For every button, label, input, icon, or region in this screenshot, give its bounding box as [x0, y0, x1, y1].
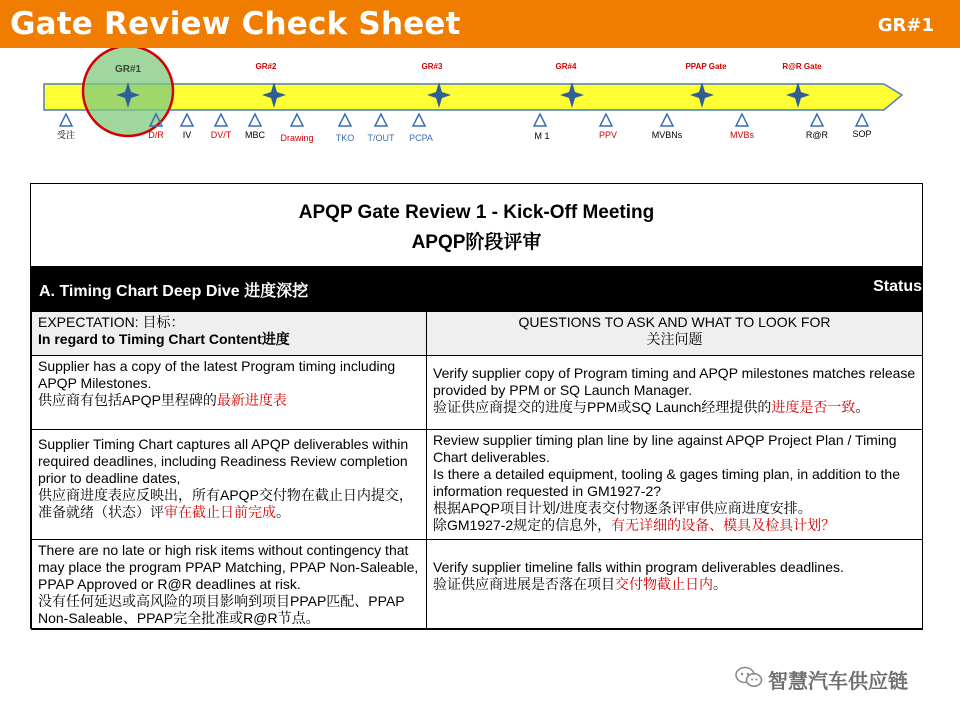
gate-label-gr3: GR#3: [421, 62, 443, 71]
triangle-icon: [413, 114, 425, 126]
expectation-label: EXPECTATION: 目标：: [38, 314, 185, 330]
question-cell: [427, 540, 923, 630]
triangle-icon: [215, 114, 227, 126]
question-text-en: Verify supplier timeline falls within program deliverables deadlines.: [433, 559, 844, 575]
review-sheet: [30, 183, 923, 629]
milestone-label: PPV: [598, 130, 618, 140]
question-text-en: Review supplier timing plan line by line against APQP Project Plan / Timing Chart deliverables.: [433, 432, 897, 465]
expectation-cell: [32, 430, 427, 540]
section-label: A. Timing Chart Deep Dive 进度深挖: [39, 283, 309, 300]
triangle-icon: [339, 114, 351, 126]
table-row: [32, 540, 923, 630]
milestone-label: Drawing: [280, 133, 314, 143]
milestone-label: DV/T: [210, 130, 232, 140]
milestone-label: TKO: [335, 133, 355, 143]
gate-label-ppap: PPAP Gate: [685, 62, 727, 71]
page-title: Gate Review Check Sheet: [10, 6, 461, 42]
gate-label-gr1: GR#1: [114, 64, 142, 75]
question-text-cn: 根据APQP项目计划/进度表交付物逐条评审供应商进度安排。: [433, 500, 812, 516]
triangle-icon: [736, 114, 748, 126]
milestone-label: R@R: [805, 130, 829, 140]
question-text-cn: 验证供应商提交的进度与PPM或SQ Launch经理提供的进度是否一致。: [433, 399, 870, 415]
gate-code: GR#1: [877, 15, 934, 36]
watermark-text: 智慧汽车供应链: [768, 671, 908, 693]
triangle-icon: [181, 114, 193, 126]
triangle-icon: [534, 114, 546, 126]
checklist-table: [31, 311, 923, 630]
questions-label-en: QUESTIONS TO ASK AND WHAT TO LOOK FOR: [518, 314, 831, 330]
question-cell: [427, 430, 923, 540]
triangle-icon: [856, 114, 868, 126]
milestone-label: D/R: [148, 130, 164, 140]
milestone-label: PCPA: [409, 133, 433, 143]
table-header-row: [32, 312, 923, 356]
question-text-en: Is there a detailed equipment, tooling & gages timing plan, in addition to the information requested in GM1927-2?: [433, 466, 900, 499]
table-row: [32, 356, 923, 430]
sheet-title-cn: APQP阶段评审: [411, 232, 542, 253]
gate-label-rar: R@R Gate: [782, 62, 822, 71]
expectation-cell: [32, 540, 427, 630]
expectation-text-en: There are no late or high risk items without contingency that may place the program PPAP Matching, PPAP Non-Saleable, PPAP Approved or R@R deadlines at risk.: [38, 542, 419, 592]
milestone-label: MVBs: [729, 130, 755, 140]
expectation-text-cn: 没有任何延迟或高风险的项目影响到项目PPAP匹配、PPAP Non-Saleable、PPAP完全批准或R@R节点。: [38, 593, 405, 626]
sheet-title-en: APQP Gate Review 1 - Kick-Off Meeting: [298, 202, 655, 223]
question-text-cn: 验证供应商进展是否落在项目交付物截止日内。: [433, 576, 727, 592]
expectation-text-en: Supplier has a copy of the latest Program timing including APQP Milestones.: [38, 358, 396, 391]
expectation-cell: [32, 356, 427, 430]
expectation-text-en: Supplier Timing Chart captures all APQP deliverables within required deadlines, including Readiness Review completion prior to deadline dates,: [38, 436, 409, 486]
milestone-label: IV: [182, 130, 192, 140]
sheet-title-block: [31, 184, 922, 266]
triangle-icon: [375, 114, 387, 126]
triangle-icon: [600, 114, 612, 126]
triangle-icon: [60, 114, 72, 126]
section-header: [31, 266, 922, 311]
triangle-icon: [811, 114, 823, 126]
milestone-label: MBC: [245, 130, 265, 140]
status-label: Status: [873, 278, 922, 295]
milestone-label: MVBNs: [651, 130, 683, 140]
timeline-diagram: [0, 48, 960, 148]
questions-label-cn: 关注问题: [646, 331, 703, 347]
milestone-label: M 1: [534, 131, 550, 141]
question-text-en: Verify supplier copy of Program timing and APQP milestones matches release provided by PPM or SQ Launch Manager.: [433, 365, 916, 398]
triangle-icon: [249, 114, 261, 126]
expectation-subject: In regard to Timing Chart Content进度: [38, 331, 290, 347]
table-row: [32, 430, 923, 540]
milestone-markers: [60, 114, 868, 126]
header-bar: [0, 0, 960, 48]
question-text-cn: 除GM1927-2规定的信息外，有无详细的设备、模具及检具计划？: [433, 517, 836, 533]
gate-label-gr2: GR#2: [255, 62, 277, 71]
milestone-label: SOP: [852, 129, 872, 139]
questions-header: [427, 312, 923, 356]
expectation-text-cn: 供应商有包括APQP里程碑的最新进度表: [38, 392, 287, 408]
wechat-icon: [734, 664, 764, 690]
milestone-label: T/OUT: [367, 133, 395, 143]
question-cell: [427, 356, 923, 430]
expectation-text-cn: 供应商进度表应反映出，所有APQP交付物在截止日内提交，准备就绪（状态）评审在截止日前完成。: [38, 487, 413, 520]
triangle-icon: [661, 114, 673, 126]
milestone-label: 受注: [56, 130, 76, 140]
gate-label-gr4: GR#4: [555, 62, 577, 71]
triangle-icon: [291, 114, 303, 126]
expectation-header: [32, 312, 427, 356]
